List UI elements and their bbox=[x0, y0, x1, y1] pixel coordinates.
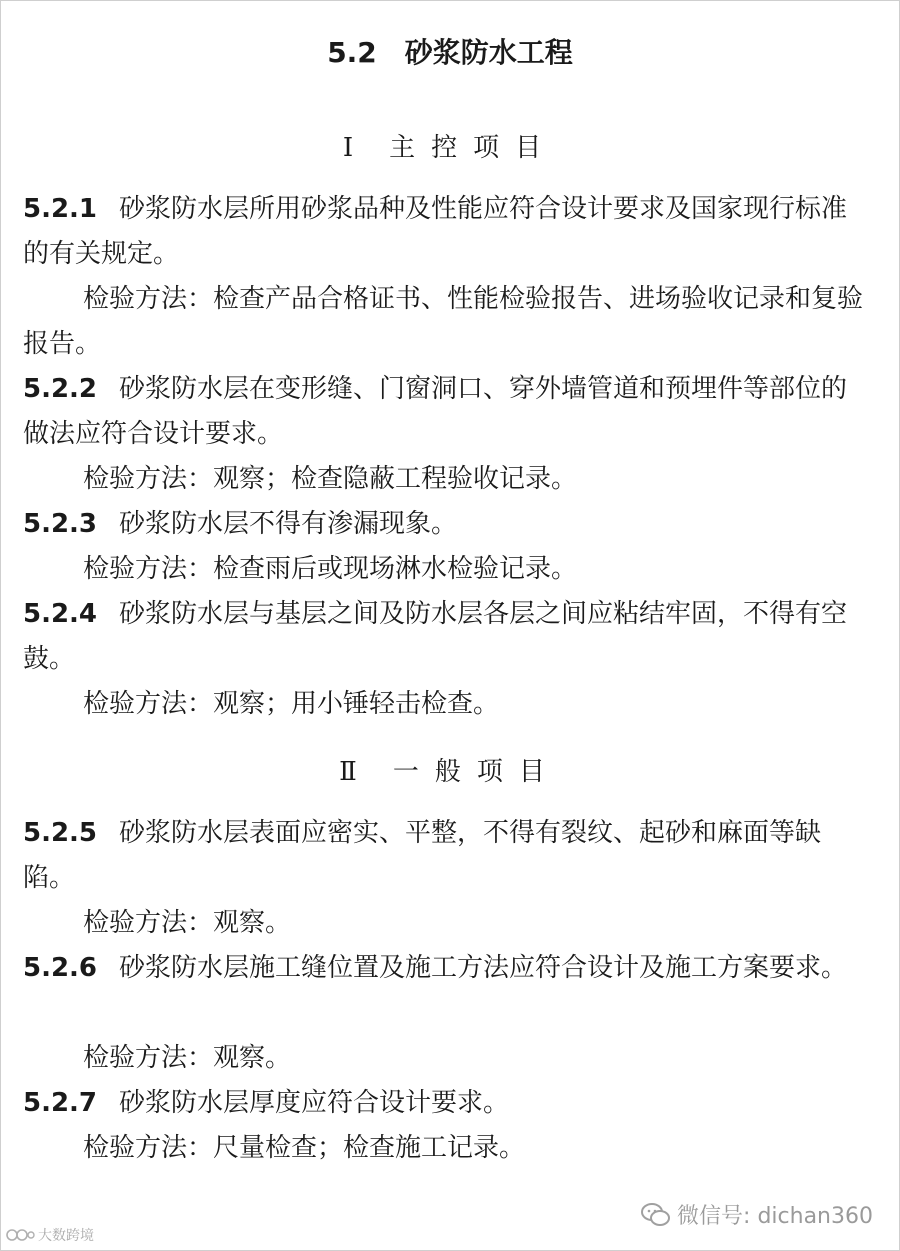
section-title bbox=[1, 31, 899, 71]
clause-5-2-1 bbox=[23, 187, 873, 277]
corner-logo bbox=[5, 1225, 94, 1245]
section-title-text: 砂浆防水工程 bbox=[404, 36, 573, 69]
inspection-method: 检验方法：观察；检查隐蔽工程验收记录。 bbox=[83, 464, 578, 494]
clause-text: 砂浆防水层表面应密实、平整，不得有裂纹、起砂和麻面等缺陷。 bbox=[23, 818, 822, 893]
clause-text: 砂浆防水层与基层之间及防水层各层之间应粘结牢固，不得有空鼓。 bbox=[23, 599, 848, 674]
inspection-method: 检验方法：观察；用小锤轻击检查。 bbox=[83, 689, 500, 719]
logo-icon bbox=[5, 1226, 35, 1244]
corner-logo-text: 大数跨境 bbox=[38, 1228, 94, 1244]
inspection-method: 检验方法：检查雨后或现场淋水检验记录。 bbox=[83, 554, 578, 584]
subheading-roman: Ⅰ bbox=[342, 133, 370, 163]
subheading-text: 主控项目 bbox=[389, 133, 558, 163]
wechat-icon bbox=[641, 1202, 671, 1228]
clause-number: 5.2.5 bbox=[23, 818, 98, 848]
clause-number: 5.2.2 bbox=[23, 374, 98, 404]
clause-5-2-4 bbox=[23, 592, 873, 682]
clause-text: 砂浆防水层在变形缝、门窗洞口、穿外墙管道和预埋件等部位的做法应符合设计要求。 bbox=[23, 374, 848, 449]
inspection-method: 检验方法：观察。 bbox=[83, 1043, 292, 1073]
section-number: 5.2 bbox=[327, 36, 377, 69]
clause-number: 5.2.1 bbox=[23, 194, 98, 224]
clause-5-2-7 bbox=[23, 1081, 873, 1126]
subheading-text: 一般项目 bbox=[392, 757, 561, 787]
wechat-watermark bbox=[641, 1199, 873, 1230]
clause-5-2-3 bbox=[23, 502, 873, 547]
clause-text: 砂浆防水层施工缝位置及施工方法应符合设计及施工方案要求。 bbox=[119, 953, 848, 983]
clause-text: 砂浆防水层所用砂浆品种及性能应符合设计要求及国家现行标准的有关规定。 bbox=[23, 194, 848, 269]
subheading-general bbox=[1, 751, 899, 788]
clause-5-2-6 bbox=[23, 946, 873, 991]
inspection-method: 检验方法：检查产品合格证书、性能检验报告、进场验收记录和复验报告。 bbox=[23, 284, 864, 359]
clause-number: 5.2.6 bbox=[23, 953, 98, 983]
clause-text: 砂浆防水层不得有渗漏现象。 bbox=[119, 509, 458, 539]
clause-number: 5.2.4 bbox=[23, 599, 98, 629]
subheading-main-control bbox=[1, 127, 899, 164]
clause-number: 5.2.7 bbox=[23, 1088, 98, 1118]
clause-text: 砂浆防水层厚度应符合设计要求。 bbox=[119, 1088, 510, 1118]
inspection-method: 检验方法：观察。 bbox=[83, 908, 292, 938]
clause-5-2-5 bbox=[23, 811, 873, 901]
clause-number: 5.2.3 bbox=[23, 509, 98, 539]
inspection-method: 检验方法：尺量检查；检查施工记录。 bbox=[83, 1133, 526, 1163]
subheading-roman: Ⅱ bbox=[339, 757, 373, 787]
clause-5-2-2 bbox=[23, 367, 873, 457]
watermark-text: 微信号: dichan360 bbox=[677, 1204, 873, 1229]
